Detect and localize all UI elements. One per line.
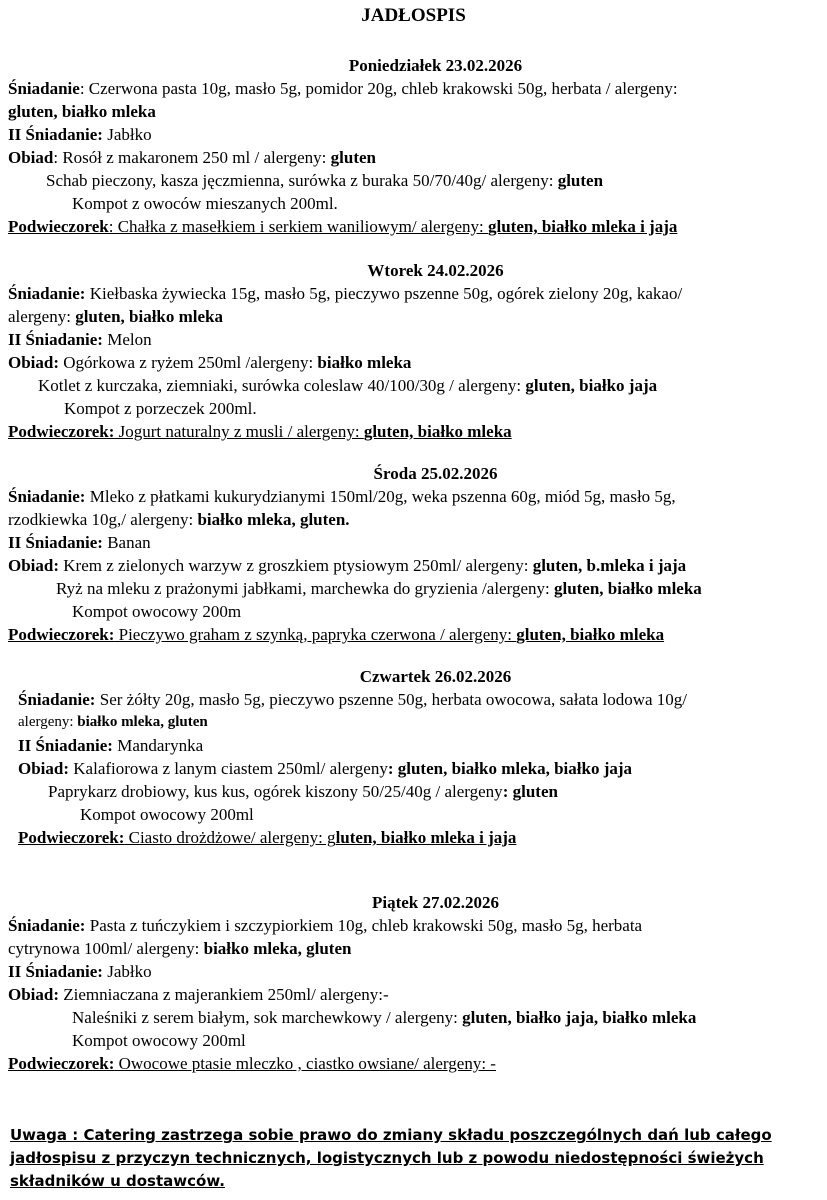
drink-line: Kompot owocowy 200m <box>72 602 242 621</box>
snack-line: Podwieczorek: Owocowe ptasie mleczko , ciastko owsiane/ alergeny: - <box>8 1054 496 1073</box>
breakfast-line: Śniadanie: Mleko z płatkami kukurydzianymi 150ml/20g, weka pszenna 60g, miód 5g, masło 5g, <box>8 487 676 506</box>
snack-line: Podwieczorek: Pieczywo graham z szynką, papryka czerwona / alergeny: gluten, białko mleka <box>8 625 665 644</box>
drink-line: Kompot z owoców mieszanych 200ml. <box>72 194 338 213</box>
day-heading: Środa 25.02.2026 <box>373 464 498 483</box>
day-heading: Poniedziałek 23.02.2026 <box>348 56 523 75</box>
breakfast-allergens: alergeny: białko mleka, gluten <box>18 714 208 730</box>
breakfast-line: Śniadanie: Ser żółty 20g, masło 5g, pieczywo pszenne 50g, herbata owocowa, sałata lodowa 10g/ <box>18 690 688 709</box>
snack-line: Podwieczorek: Jogurt naturalny z musli / alergeny: gluten, białko mleka <box>8 422 512 441</box>
second-breakfast-line: II Śniadanie: Jabłko <box>8 962 152 981</box>
day-monday <box>8 54 823 238</box>
breakfast-allergens: rzodkiewka 10g,/ alergeny: białko mleka, gluten. <box>8 510 350 529</box>
second-breakfast-line: II Śniadanie: Mandarynka <box>18 736 204 755</box>
day-thursday <box>8 665 823 849</box>
snack-line: Podwieczorek: Chałka z masełkiem i serkiem waniliowym/ alergeny: gluten, białko mleka i jaja <box>8 217 678 236</box>
breakfast-allergens: alergeny: gluten, białko mleka <box>8 307 224 326</box>
lunch-line: Obiad: Kalafiorowa z lanym ciastem 250ml/ alergeny: gluten, białko mleka, białko jaja <box>18 759 633 778</box>
lunch-main-line: Naleśniki z serem białym, sok marchewkowy / alergeny: gluten, białko jaja, białko mleka <box>72 1008 697 1027</box>
second-breakfast-line: II Śniadanie: Melon <box>8 330 152 349</box>
lunch-main-line: Paprykarz drobiowy, kus kus, ogórek kiszony 50/25/40g / alergeny: gluten <box>48 782 558 801</box>
breakfast-line: Śniadanie: Czerwona pasta 10g, masło 5g, pomidor 20g, chleb krakowski 50g, herbata / alergeny: <box>8 79 678 98</box>
day-wednesday <box>8 462 823 646</box>
second-breakfast-line: II Śniadanie: Banan <box>8 533 151 552</box>
day-heading: Wtorek 24.02.2026 <box>367 261 504 280</box>
day-tuesday <box>8 259 823 443</box>
lunch-main-line: Ryż na mleku z prażonymi jabłkami, marchewka do gryzienia /alergeny: gluten, białko mleka <box>56 579 702 598</box>
second-breakfast-line: II Śniadanie: Jabłko <box>8 125 152 144</box>
day-heading: Piątek 27.02.2026 <box>371 893 500 912</box>
lunch-line: Obiad: Krem z zielonych warzyw z groszkiem ptysiowym 250ml/ alergeny: gluten, b.mleka i jaja <box>8 556 687 575</box>
lunch-main-line: Kotlet z kurczaka, ziemniaki, surówka coleslaw 40/100/30g / alergeny: gluten, białko jaja <box>38 376 658 395</box>
breakfast-line: Śniadanie: Kiełbaska żywiecka 15g, masło 5g, pieczywo pszenne 50g, ogórek zielony 20g, kakao/ <box>8 284 683 303</box>
snack-line: Podwieczorek: Ciasto drożdżowe/ alergeny: gluten, białko mleka i jaja <box>18 828 517 847</box>
breakfast-line: Śniadanie: Pasta z tuńczykiem i szczypiorkiem 10g, chleb krakowski 50g, masło 5g, herbata <box>8 916 643 935</box>
drink-line: Kompot owocowy 200ml <box>80 805 254 824</box>
breakfast-allergens: cytrynowa 100ml/ alergeny: białko mleka, gluten <box>8 939 352 958</box>
drink-line: Kompot z porzeczek 200ml. <box>64 399 257 418</box>
lunch-line: Obiad: Ziemniaczana z majerankiem 250ml/ alergeny:- <box>8 985 389 1004</box>
drink-line: Kompot owocowy 200ml <box>72 1031 246 1050</box>
day-friday <box>8 891 823 1075</box>
breakfast-allergens: gluten, białko mleka <box>8 102 156 121</box>
lunch-line: Obiad: Rosół z makaronem 250 ml / alergeny: gluten <box>8 148 376 167</box>
lunch-main-line: Schab pieczony, kasza jęczmienna, surówka z buraka 50/70/40g/ alergeny: gluten <box>46 171 604 190</box>
day-heading: Czwartek 26.02.2026 <box>359 667 512 686</box>
catering-note: Uwaga : Catering zastrzega sobie prawo do zmiany składu poszczególnych dań lub całego jadłospisu z przyczyn technicznych, logistycznych lub z powodu niedostępności świeżych składników u dostawców. <box>10 1126 772 1190</box>
page-title: JADŁOSPIS <box>361 5 466 26</box>
lunch-line: Obiad: Ogórkowa z ryżem 250ml /alergeny: białko mleka <box>8 353 412 372</box>
